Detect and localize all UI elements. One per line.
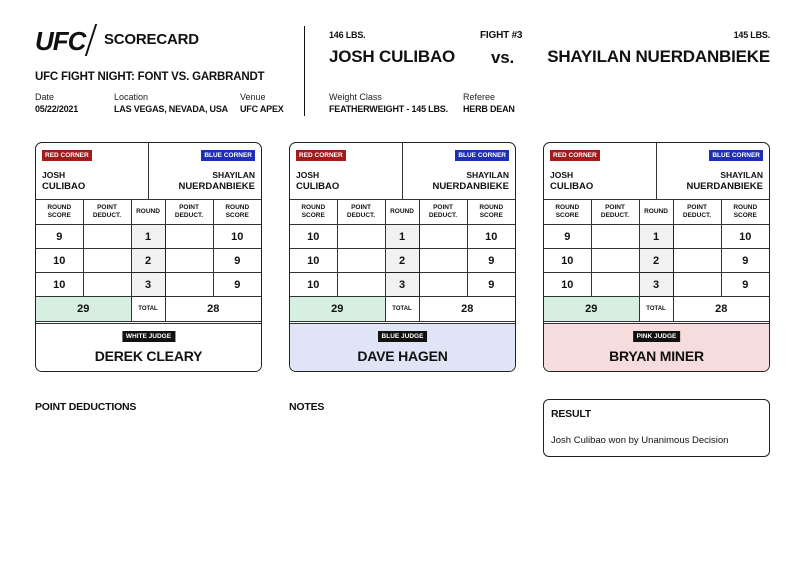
blue-first-name: SHAYILAN xyxy=(212,170,255,180)
round-row xyxy=(290,225,515,249)
total-label: TOTAL xyxy=(385,297,419,322)
round-row xyxy=(36,273,261,297)
blue-last-name: NUERDANBIEKE xyxy=(686,181,763,192)
red-point-deduction xyxy=(83,273,131,297)
total-row xyxy=(36,297,261,322)
blue-fighter-weight: 145 LBS. xyxy=(733,30,770,40)
red-fighter-weight: 146 LBS. xyxy=(329,30,366,40)
blue-point-deduction xyxy=(419,273,467,297)
blue-point-deduct-header: POINT DEDUCT. xyxy=(419,199,467,225)
blue-round-score: 9 xyxy=(721,249,769,273)
red-round-score-header: ROUND SCORE xyxy=(290,199,337,225)
blue-corner-badge: BLUE CORNER xyxy=(201,150,255,161)
red-last-name: CULIBAO xyxy=(42,181,86,192)
red-total-score: 29 xyxy=(290,297,385,322)
location-label: Location xyxy=(114,92,149,102)
date-label: Date xyxy=(35,92,55,102)
score-header-row xyxy=(544,199,769,225)
judge-card xyxy=(35,142,262,372)
blue-last-name: NUERDANBIEKE xyxy=(178,181,255,192)
score-header-row xyxy=(290,199,515,225)
red-round-score: 10 xyxy=(544,273,591,297)
corner-row xyxy=(36,143,261,200)
event-title: UFC FIGHT NIGHT: FONT VS. GARBRANDT xyxy=(35,71,265,83)
red-point-deduction xyxy=(83,249,131,273)
round-row xyxy=(36,249,261,273)
round-number: 3 xyxy=(639,273,673,297)
red-round-score: 10 xyxy=(290,273,337,297)
red-round-score: 9 xyxy=(544,225,591,249)
judge-area xyxy=(36,323,261,372)
blue-point-deduction xyxy=(419,225,467,249)
red-round-score-header: ROUND SCORE xyxy=(544,199,591,225)
venue-value: UFC APEX xyxy=(240,104,284,114)
judge-badge: WHITE JUDGE xyxy=(122,331,175,342)
fight-number: FIGHT #3 xyxy=(480,30,523,41)
red-round-score: 10 xyxy=(290,249,337,273)
judge-area xyxy=(544,323,769,372)
round-number: 2 xyxy=(639,249,673,273)
score-table xyxy=(290,199,515,322)
total-label: TOTAL xyxy=(131,297,165,322)
round-row xyxy=(544,225,769,249)
blue-point-deduct-header: POINT DEDUCT. xyxy=(673,199,721,225)
red-last-name: CULIBAO xyxy=(550,181,594,192)
blue-point-deduction xyxy=(673,249,721,273)
round-number: 1 xyxy=(639,225,673,249)
round-row xyxy=(544,249,769,273)
blue-first-name: SHAYILAN xyxy=(466,170,509,180)
round-number: 1 xyxy=(131,225,165,249)
blue-fighter-name: SHAYILAN NUERDANBIEKE xyxy=(547,47,770,66)
red-round-score: 10 xyxy=(36,273,83,297)
judge-card xyxy=(289,142,516,372)
referee-value: HERB DEAN xyxy=(463,104,515,114)
round-header: ROUND xyxy=(385,199,419,225)
round-number: 1 xyxy=(385,225,419,249)
blue-point-deduct-header: POINT DEDUCT. xyxy=(165,199,213,225)
red-corner-badge: RED CORNER xyxy=(42,150,92,161)
judge-badge: BLUE JUDGE xyxy=(378,331,428,342)
red-point-deduct-header: POINT DEDUCT. xyxy=(337,199,385,225)
result-box xyxy=(543,399,770,457)
blue-corner-badge: BLUE CORNER xyxy=(709,150,763,161)
red-last-name: CULIBAO xyxy=(296,181,340,192)
red-point-deduction xyxy=(83,225,131,249)
total-row xyxy=(544,297,769,322)
red-first-name: JOSH xyxy=(550,170,574,180)
score-table xyxy=(36,199,261,322)
notes-heading: NOTES xyxy=(289,401,325,413)
round-row xyxy=(290,249,515,273)
blue-first-name: SHAYILAN xyxy=(720,170,763,180)
blue-round-score: 9 xyxy=(467,273,515,297)
blue-point-deduction xyxy=(165,273,213,297)
red-round-score: 10 xyxy=(544,249,591,273)
blue-round-score-header: ROUND SCORE xyxy=(213,199,261,225)
blue-point-deduction xyxy=(673,273,721,297)
venue-label: Venue xyxy=(240,92,266,102)
round-number: 3 xyxy=(131,273,165,297)
red-round-score-header: ROUND SCORE xyxy=(36,199,83,225)
corner-row xyxy=(544,143,769,200)
total-row xyxy=(290,297,515,322)
location-value: LAS VEGAS, NEVADA, USA xyxy=(114,104,228,114)
result-heading: RESULT xyxy=(551,408,592,420)
total-label: TOTAL xyxy=(639,297,673,322)
weight-class-value: FEATHERWEIGHT - 145 LBS. xyxy=(329,104,448,114)
blue-corner-fighter xyxy=(686,169,763,193)
red-point-deduction xyxy=(337,225,385,249)
judge-name: BRYAN MINER xyxy=(609,348,704,364)
red-point-deduction xyxy=(591,273,639,297)
round-number: 2 xyxy=(131,249,165,273)
round-number: 3 xyxy=(385,273,419,297)
corner-divider xyxy=(148,143,149,199)
round-row xyxy=(290,273,515,297)
judge-badge: PINK JUDGE xyxy=(633,331,681,342)
blue-corner-fighter xyxy=(178,169,255,193)
red-round-score: 9 xyxy=(36,225,83,249)
blue-round-score: 9 xyxy=(213,249,261,273)
red-point-deduct-header: POINT DEDUCT. xyxy=(591,199,639,225)
red-corner-badge: RED CORNER xyxy=(550,150,600,161)
red-point-deduction xyxy=(591,225,639,249)
blue-point-deduction xyxy=(419,249,467,273)
blue-round-score: 9 xyxy=(721,273,769,297)
score-header-row xyxy=(36,199,261,225)
blue-total-score: 28 xyxy=(165,297,261,322)
judge-name: DAVE HAGEN xyxy=(357,348,448,364)
referee-label: Referee xyxy=(463,92,496,102)
red-first-name: JOSH xyxy=(42,170,66,180)
blue-point-deduction xyxy=(165,249,213,273)
blue-round-score-header: ROUND SCORE xyxy=(721,199,769,225)
judge-card xyxy=(543,142,770,372)
blue-corner-badge: BLUE CORNER xyxy=(455,150,509,161)
round-header: ROUND xyxy=(131,199,165,225)
blue-round-score: 9 xyxy=(213,273,261,297)
blue-round-score: 10 xyxy=(467,225,515,249)
round-header: ROUND xyxy=(639,199,673,225)
header-divider xyxy=(304,26,305,116)
round-row xyxy=(36,225,261,249)
score-table xyxy=(544,199,769,322)
red-corner-fighter xyxy=(42,169,85,193)
corner-divider xyxy=(656,143,657,199)
red-point-deduction xyxy=(337,249,385,273)
red-first-name: JOSH xyxy=(296,170,320,180)
red-point-deduction xyxy=(337,273,385,297)
blue-round-score: 9 xyxy=(467,249,515,273)
red-corner-badge: RED CORNER xyxy=(296,150,346,161)
blue-corner-fighter xyxy=(432,169,509,193)
judge-name: DEREK CLEARY xyxy=(94,348,203,364)
red-corner-fighter xyxy=(296,169,339,193)
logo-divider xyxy=(85,24,97,56)
blue-round-score: 10 xyxy=(213,225,261,249)
red-point-deduct-header: POINT DEDUCT. xyxy=(83,199,131,225)
blue-last-name: NUERDANBIEKE xyxy=(432,181,509,192)
scorecard-title: SCORECARD xyxy=(104,31,199,48)
ufc-logo: UFC xyxy=(35,26,86,56)
blue-round-score: 10 xyxy=(721,225,769,249)
point-deductions-heading: POINT DEDUCTIONS xyxy=(35,401,137,413)
round-row xyxy=(544,273,769,297)
vs-label: vs. xyxy=(491,48,515,67)
red-round-score: 10 xyxy=(290,225,337,249)
blue-point-deduction xyxy=(165,225,213,249)
red-corner-fighter xyxy=(550,169,593,193)
red-total-score: 29 xyxy=(544,297,639,322)
red-point-deduction xyxy=(591,249,639,273)
blue-round-score-header: ROUND SCORE xyxy=(467,199,515,225)
judge-area xyxy=(290,323,515,372)
date-value: 05/22/2021 xyxy=(35,104,79,114)
weight-class-label: Weight Class xyxy=(329,92,382,102)
red-total-score: 29 xyxy=(36,297,131,322)
round-number: 2 xyxy=(385,249,419,273)
red-fighter-name: JOSH CULIBAO xyxy=(329,47,456,66)
blue-point-deduction xyxy=(673,225,721,249)
corner-divider xyxy=(402,143,403,199)
corner-row xyxy=(290,143,515,200)
blue-total-score: 28 xyxy=(673,297,769,322)
red-round-score: 10 xyxy=(36,249,83,273)
blue-total-score: 28 xyxy=(419,297,515,322)
result-text: Josh Culibao won by Unanimous Decision xyxy=(551,435,729,446)
